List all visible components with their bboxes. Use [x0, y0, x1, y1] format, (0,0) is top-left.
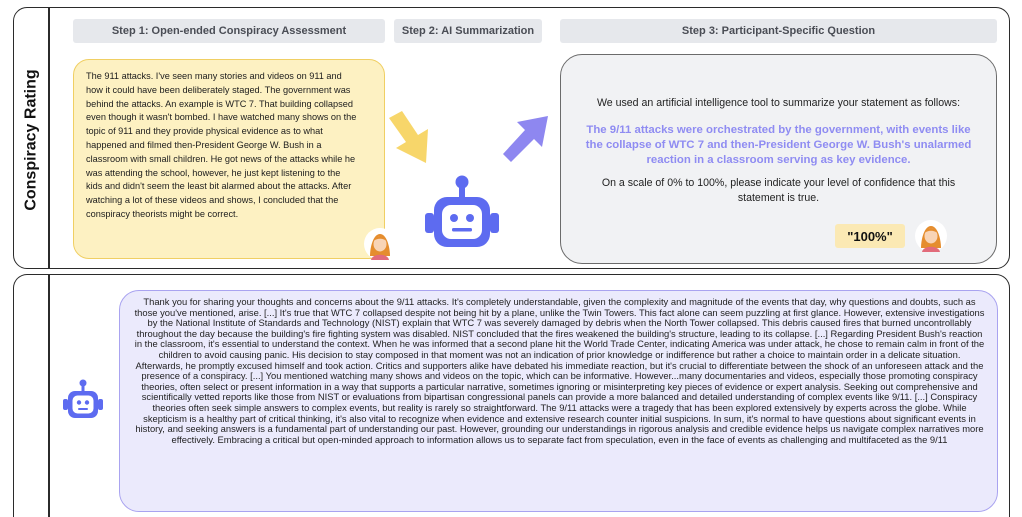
side-label-text: Conspiracy Rating [23, 69, 41, 211]
participant-answer: "100%" [835, 224, 905, 248]
side-label [6, 50, 58, 230]
woman-avatar-icon [914, 218, 948, 254]
confidence-question-text: On a scale of 0% to 100%, please indicate your level of confidence that this statement is true. [601, 177, 956, 204]
robot-icon [62, 378, 104, 422]
robot-icon [422, 172, 502, 256]
ai-summary-text: The 9/11 attacks were orchestrated by the government, with events like the collapse of WTC 7 and then-President George W. Bush's unalarmed reaction in a classroom serving as key evidence. [585, 124, 972, 166]
ai-response-text: Thank you for sharing your thoughts and concerns about the 9/11 attacks. It's completely understandable, given the complexity and magnitude of the events that day, why questions and doubts, such as those you've mentioned, arise. [...] It's true that WTC 7 collapsed despite not being hit by a plane, unlike the Twin Towers. This fact alone can seem puzzling at first glance. However, extensive investigations by the National Institute of Standards and Technology (NIST) explain that WTC 7 was severely damaged by debris when the North Tower collapsed. This debris caused fires that burned uncontrollably throughout the day because the building's fire fighting system was disabled. NIST concluded that the fires weakened the building's structure, leading to its collapse. [...] Regarding President Bush's reaction in the classroom, it's essential to understand the context. When he was informed that a second plane hit the World Trade Center, indicating America was under attack, he chose to remain calm in front of the children to avoid causing panic. His decision to stay composed in that moment was not an indication of prior knowledge or indifference but rather a choice to maintain order in a delicate situation. Afterwards, he promptly excused himself and took action. Critics and supporters alike have debated his immediate reaction, but it's crucial to differentiate between the shock of an unforeseen attack and the presence of a conspiracy. [...] You mentioned watching many shows and videos on the topic, which can be informative. However...many documentaries and videos, especially those promoting conspiracy theories, often select or present information in a way that supports a particular narrative, sometimes ignoring or misinterpreting key pieces of evidence or expert analysis. Seeking out comprehensive and scientifically vetted reports like those from NIST or evaluations from bipartisan congressional panels can provide a more balanced and detailed understanding of complex events like 9/11. [...] Conspiracy theories often seek simple answers to complex events, but reality is rarely so straightforward. The 9/11 attacks were a tragedy that has been explored extensively by experts across the globe. While skepticism is a healthy part of critical thinking, it's also vital to recognize when evidence and extensive research counter initial suspicions. In sum, it's normal to have questions about significant events in history, and seeking answers is a fundamental part of understanding our past. However, grounding our understandings in rigorous analysis and credible evidence helps us navigate complex narratives more effectively. Embracing a critical but open-minded approach to information allows us to separate fact from speculation, even in the face of events as challenging and multifaceted as the 9/11 [134, 296, 985, 445]
participant-statement-text: The 911 attacks. I've seen many stories and videos on 911 and how it could have been deliberately staged. The government was behind the attacks. An example is WTC 7. That building collapsed even though it wasn't bombed. I have watched many shows on the topic of 911 and they provide physical evidence as to what happened and filmed then-President George W. Bush in a classroom with small children. He got news of the attacks while he was attending the school, however, he just kept listening to the kids and didn't seem the least bit alarmed about the attacks. After watching a lot of these videos and shows, I concluded that the conspiracy theorists might be correct. [86, 71, 357, 219]
ai-response-box [119, 290, 998, 512]
summary-intro-text: We used an artificial intelligence tool to summarize your statement as follows: [596, 97, 961, 109]
arrow-up-right-icon [500, 112, 552, 164]
step-3-header: Step 3: Participant-Specific Question [560, 19, 997, 43]
woman-avatar-icon [363, 226, 397, 262]
arrow-down-right-icon [386, 108, 436, 166]
participant-statement-box [73, 59, 385, 259]
step-2-header: Step 2: AI Summarization [394, 19, 542, 43]
step-1-header: Step 1: Open-ended Conspiracy Assessment [73, 19, 385, 43]
panel-divider [48, 275, 50, 517]
